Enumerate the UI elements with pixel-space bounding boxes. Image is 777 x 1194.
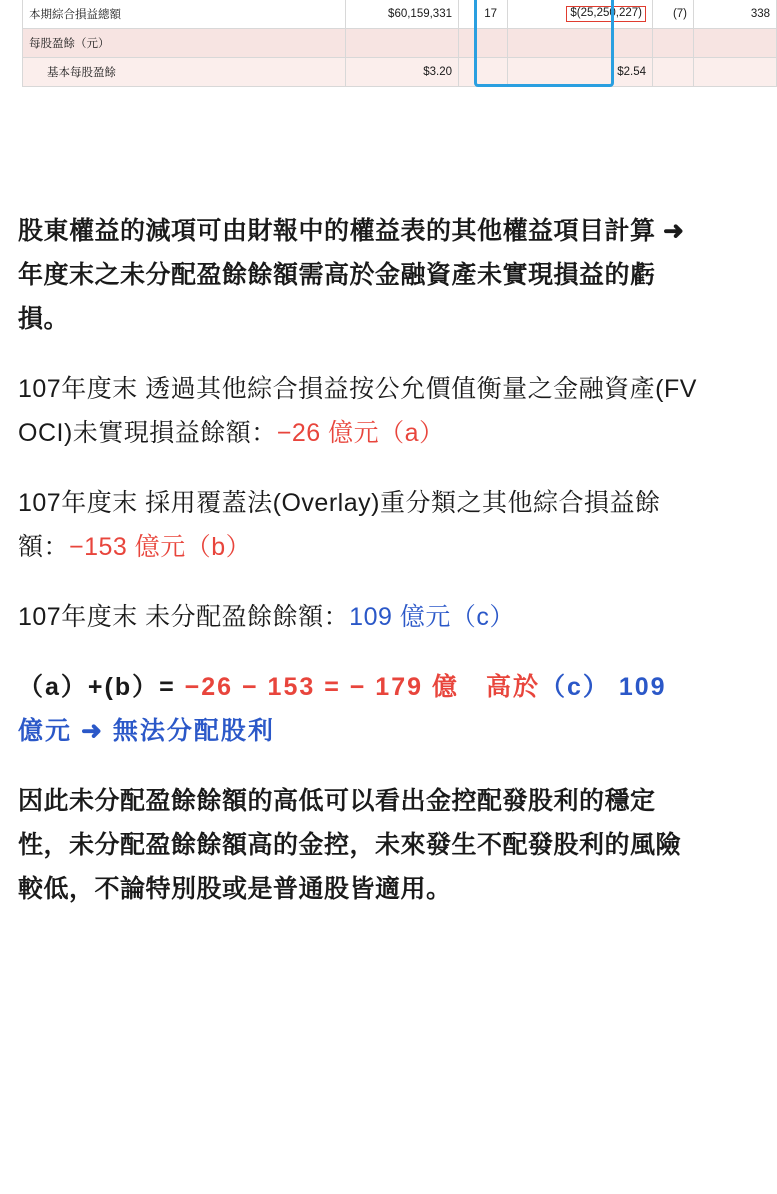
arrow-icon: ➜ [662, 217, 685, 245]
boxed-value: $(25,250,227) [566, 6, 646, 21]
row-note-1: 17 [459, 0, 508, 29]
row-note-2 [653, 58, 694, 87]
row-note-2 [653, 29, 694, 58]
row-note-1 [459, 58, 508, 87]
paragraph-4 [18, 595, 702, 639]
paragraph-6: 因此未分配盈餘餘額的高低可以看出金控配發股利的穩定性，未分配盈餘餘額高的金控，未來發生不配發股利的風險較低，不論特別股或是普通股皆適用。 [18, 787, 682, 903]
row-label: 每股盈餘（元） [23, 29, 346, 58]
p1-part1: 股東權益的減項可由財報中的權益表的其他權益項目計算 [18, 217, 663, 245]
p5-red: −26 − 153 = − 179 億 高於 [184, 673, 540, 701]
p3-text: 107年度末 採用覆蓋法(Overlay)重分類之其他綜合損益餘額： [18, 489, 661, 561]
p4-value: 109 億元（c） [349, 603, 515, 631]
row-value-3 [694, 58, 777, 87]
paragraph-5 [18, 665, 702, 753]
row-value-3 [694, 29, 777, 58]
table-row [23, 29, 777, 58]
row-label: 基本每股盈餘 [23, 58, 346, 87]
row-label: 本期綜合損益總額 [23, 0, 346, 29]
row-value-2: $2.54 [508, 58, 653, 87]
row-value-2 [508, 29, 653, 58]
p5-prefix: （a）+(b）= [18, 673, 185, 701]
table-row [23, 0, 777, 29]
row-note-1 [459, 29, 508, 58]
table-row [23, 58, 777, 87]
p2-value: −26 億元（a） [276, 419, 445, 447]
row-value-2 [508, 0, 653, 29]
p3-value: −153 億元（b） [69, 533, 252, 561]
p5-blue: （c） 109 億元 ➜ 無法分配股利 [18, 673, 667, 745]
financial-table-clip [22, 0, 770, 91]
paragraph-2 [18, 367, 702, 455]
financial-table-section [22, 0, 770, 91]
paragraph-1 [18, 209, 702, 341]
row-value-1: $60,159,331 [346, 0, 459, 29]
row-value-1: $3.20 [346, 58, 459, 87]
financial-table [22, 0, 777, 87]
p1-part2: 年度末之未分配盈餘餘額需高於金融資產未實現損益的虧損。 [18, 261, 656, 333]
p2-text: 107年度末 透過其他綜合損益按公允價值衡量之金融資產(FVOCI)未實現損益餘額： [18, 375, 697, 447]
article-body [18, 91, 702, 911]
row-note-2: (7) [653, 0, 694, 29]
row-value-3: 338 [694, 0, 777, 29]
p4-text: 107年度末 未分配盈餘餘額： [18, 603, 350, 631]
row-value-1 [346, 29, 459, 58]
paragraph-3 [18, 481, 702, 569]
